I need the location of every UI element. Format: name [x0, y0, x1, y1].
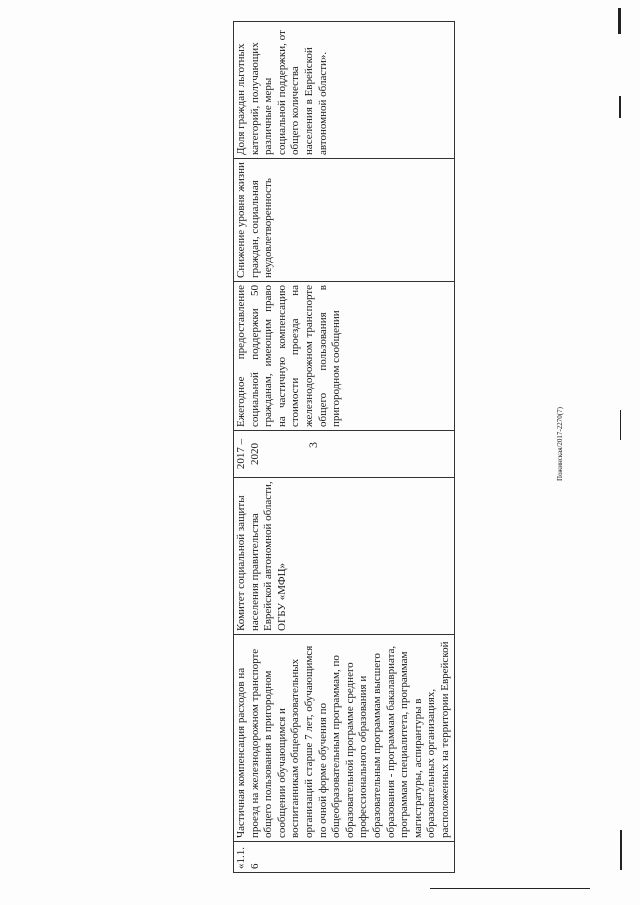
cell-executor: Комитет социальной защиты населения правительства Еврейской автономной области, ОГБУ «МФЦ»: [234, 478, 455, 635]
measures-table: [233, 21, 451, 873]
cell-period: 2017 – 2020: [234, 431, 455, 478]
scan-edge-mark: [619, 96, 621, 118]
cell-result: Ежегодное предоставление социальной поддержки 50 гражданам, имеющим право на частичную компенсацию стоимости проезда на железнодорожном транспорте общего пользования в пригородном сообщении: [234, 282, 455, 431]
cell-measure: Частичная компенсация расходов на проезд на железнодорожном транспорте общего пользования в пригородном сообщении обучающимся и воспитанникам общеобразовательных организаций старше 7 лет, обучающимся по очной форме обучения по общеобразовательным программам, по образовательной программе среднего профессионального образования и образовательным программам высшего образования - программам бакалавриата, программам специалитета, программам магистратуры, аспирантуры в образовательных организациях, расположенных на территории Еврейской: [234, 635, 455, 842]
cell-risk: Снижение уровня жизни граждан, социальная неудовлетворенность: [234, 159, 455, 282]
footer-code: Пожинская/2017-2270(7): [556, 407, 564, 481]
page-number: 3: [306, 442, 320, 448]
scan-edge-mark: [618, 8, 621, 34]
scan-bottom-line: [430, 888, 590, 889]
cell-indicator: Доля граждан льготных категорий, получающих различные меры социальной поддержки, от общего количества населения в Еврейской автономной области».: [234, 22, 455, 159]
table-row: [234, 22, 455, 873]
scan-edge-mark: [620, 410, 621, 440]
scan-edge-mark: [620, 830, 622, 870]
cell-number: «1.1.6: [234, 842, 455, 873]
